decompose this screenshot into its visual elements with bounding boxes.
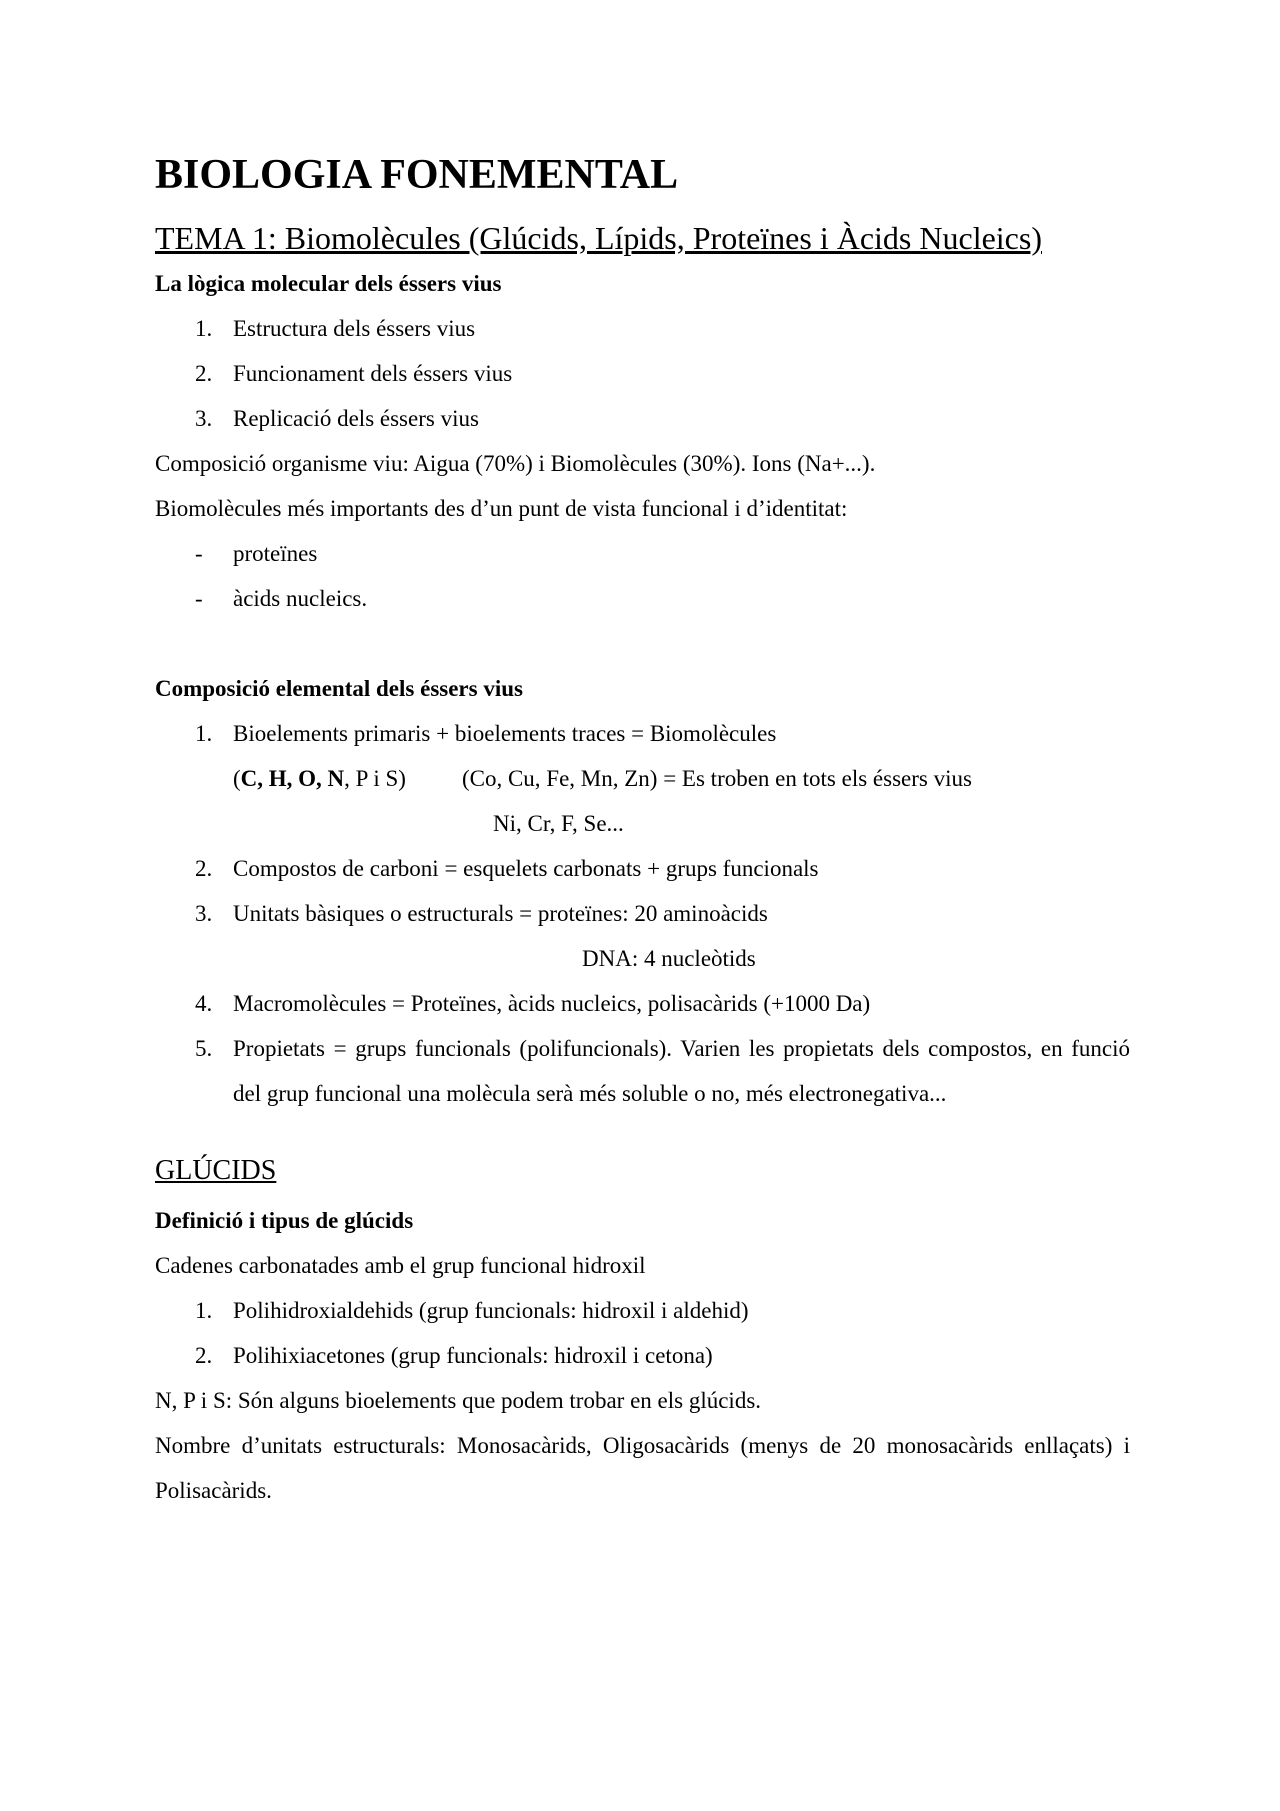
paragraph: Nombre d’unitats estructurals: Monosacàrids, Oligosacàrids (menys de 20 monosacàrids enllaçats) i Polisacàrids. xyxy=(155,1433,1130,1503)
list-number: 1. xyxy=(195,316,213,341)
dash-marker: - xyxy=(195,541,203,566)
list-number: 1. xyxy=(195,1298,213,1323)
paren-open: ( xyxy=(233,766,241,791)
section-title-glucids: GLÚCIDS xyxy=(155,1155,277,1186)
paragraph: Composició organisme viu: Aigua (70%) i Biomolècules (30%). Ions (Na+...). xyxy=(155,451,876,476)
document-page xyxy=(155,150,1130,1513)
list-item-text: Polihixiacetones (grup funcionals: hidroxil i cetona) xyxy=(233,1343,713,1368)
document-title: BIOLOGIA FONEMENTAL xyxy=(155,152,679,198)
list-item xyxy=(155,1333,1130,1378)
list-item-text: Unitats bàsiques o estructurals = proteïnes: 20 aminoàcids xyxy=(233,901,768,926)
primary-bioelements-rest: , P i S) xyxy=(344,766,406,791)
list-item-text: Macromolècules = Proteïnes, àcids nucleics, polisacàrids (+1000 Da) xyxy=(233,991,871,1016)
list-item-text: Compostos de carboni = esquelets carbonats + grups funcionals xyxy=(233,856,819,881)
list-item xyxy=(155,351,1130,396)
list-item-text: Polihidroxialdehids (grup funcionals: hidroxil i aldehid) xyxy=(233,1298,749,1323)
paragraph: N, P i S: Són alguns bioelements que podem trobar en els glúcids. xyxy=(155,1388,762,1413)
spacer xyxy=(155,621,1130,666)
list-number: 2. xyxy=(195,361,213,386)
list-number: 5. xyxy=(195,1036,213,1061)
list-number: 3. xyxy=(195,901,213,926)
dna-units: DNA: 4 nucleòtids xyxy=(582,946,756,971)
list-item xyxy=(155,1288,1130,1333)
list-item xyxy=(155,306,1130,351)
paragraph: Cadenes carbonatades amb el grup funcional hidroxil xyxy=(155,1253,646,1278)
list-number: 4. xyxy=(195,991,213,1016)
spacer xyxy=(155,1116,1130,1136)
list-item-text: Bioelements primaris + bioelements traces = Biomolècules xyxy=(233,721,777,746)
dash-item xyxy=(155,531,1130,576)
list-number: 2. xyxy=(195,856,213,881)
list-item xyxy=(155,711,1130,756)
list-item-text: Funcionament dels éssers vius xyxy=(233,361,513,386)
list-number: 1. xyxy=(195,721,213,746)
list-item xyxy=(155,1026,1130,1116)
list-number: 2. xyxy=(195,1343,213,1368)
section-heading-logica: La lògica molecular dels éssers vius xyxy=(155,271,502,296)
list-item-continuation xyxy=(155,756,1130,801)
section-heading-composicio: Composició elemental dels éssers vius xyxy=(155,676,523,701)
trace-bioelements-extra: Ni, Cr, F, Se... xyxy=(493,811,624,836)
paragraph: Biomolècules més importants des d’un punt de vista funcional i d’identitat: xyxy=(155,496,848,521)
trace-bioelements: (Co, Cu, Fe, Mn, Zn) = Es troben en tots els éssers vius xyxy=(461,766,972,791)
list-number: 3. xyxy=(195,406,213,431)
list-item-text: Estructura dels éssers vius xyxy=(233,316,476,341)
dash-item-text: àcids nucleics. xyxy=(233,586,368,611)
list-item-continuation xyxy=(155,801,1130,846)
dash-item-text: proteïnes xyxy=(233,541,318,566)
dash-item xyxy=(155,576,1130,621)
list-item xyxy=(155,891,1130,936)
dash-marker: - xyxy=(195,586,203,611)
section-heading-definicio: Definició i tipus de glúcids xyxy=(155,1208,414,1233)
list-item-continuation xyxy=(155,936,1130,981)
list-item-text: Replicació dels éssers vius xyxy=(233,406,479,431)
list-item xyxy=(155,981,1130,1026)
list-item-text: Propietats = grups funcionals (polifuncionals). Varien les propietats dels compostos, en funció del grup funcional una molècula serà més soluble o no, més electronegativa... xyxy=(233,1036,1130,1106)
list-item xyxy=(155,396,1130,441)
list-item xyxy=(155,846,1130,891)
topic-heading: TEMA 1: Biomolècules (Glúcids, Lípids, Proteïnes i Àcids Nucleics) xyxy=(155,220,1042,256)
primary-bioelements: C, H, O, N xyxy=(240,766,345,791)
